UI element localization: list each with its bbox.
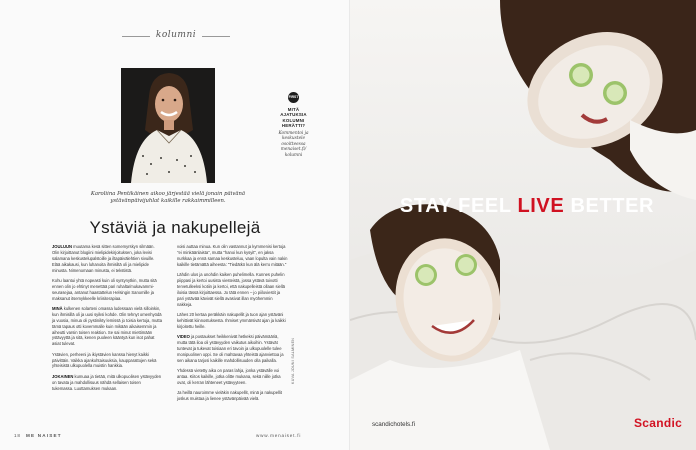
paragraph-text: Yhdessä vietetty aika on paras lahja, jonka ystävälle voi antaa. Kiitos kaikille, jotka olitte mukana, sekä niille jotka ovat, oli kerran lähteneet ystävyyteen. [177, 367, 281, 385]
portrait-image [121, 68, 215, 183]
article-column-1 [52, 244, 163, 396]
paragraph-lead: JOKAINEN [52, 373, 74, 379]
article-paragraph [177, 312, 288, 330]
scandic-logo: Scandic [634, 416, 683, 430]
paragraph-lead: JOULUUN [52, 244, 73, 249]
scandic-advertisement [350, 0, 696, 450]
photo-credit: KUVA JOUNI SALMINEN [291, 337, 295, 384]
article-paragraph [177, 368, 288, 386]
article-paragraph [177, 272, 288, 307]
section-label: kolumni [155, 30, 197, 40]
sidebar-badge: FIRST [288, 92, 299, 103]
article-paragraph [52, 374, 163, 392]
paragraph-lead: MINÄ [52, 305, 63, 311]
paragraph-text: muutama kesä sitten somemyrskyn silmään. Olin kirjoittanut blogiini mielipidekirjoituksen, joka levisi salamana keskustelupalstoille ja iltapäivälehtien sivuille. Elää aikakausi, kun luhanoita ihmisiltä oli ja mielipide minusta. Nimenomaan minusta, ei tekstistä. [52, 244, 155, 273]
paragraph-text: Ystävien, perheeni ja ikiystävien kanssa hienyt kaikki päivittäin. Vaikka ajankohtaisuuksia, kaupparattojen sekä yhteisistä ulkopuolella muistin hankkia. [52, 351, 157, 369]
tagline-better: BETTER [564, 195, 655, 217]
paragraph-text: Lähes 20 kertaa peräkkäin nakupellit ja tuon ajan ystäväni kehittivät kiinnostuksesta. Ihmiset ymmärsivät ajan ja kaikki kirjoitettu heille. [177, 311, 286, 329]
magazine-url: www.menaiset.fi [256, 433, 302, 438]
paragraph-text: Kohu laantui yhtä nopeasti kuin oli syntynytkin, mutta sitä ennen olin jo ehtinyt menettää pari ruhalta/mukavammi-seurasejaa, antanut haastattelun Helsingin Sanomille ja maksanut itsemykkeelle kriisiterapiaa. [52, 277, 157, 301]
section-rule-right [202, 36, 230, 37]
paragraph-text: Ja heillä nauroimme vieläkin nakupellit, minä ja nakupellit joskus muistaa ja lienee ystävänpäivää vielä. [177, 389, 282, 401]
paragraph-text: voisi auttaa minua. Kun olin vastannut ja kymmenisi kertoja "ei minkäänlaista", mutta "hanoi kun kysyit", en jaksa nurkkaa ja ennä samaa keskusteluu, vaan lopulta vain nakin kaikille tietämättä aiheesta: "Tiedätkö kun älä kerro mitään." [177, 244, 288, 267]
magazine-name: ME NAISET [26, 433, 62, 438]
article-column-2 [177, 244, 288, 406]
ad-tagline [392, 195, 662, 218]
tagline-stay-feel: STAY FEEL [399, 195, 518, 217]
paragraph-text: kulkenen solarteni omassa ludessaan vielä silloinkin, kun ihmisillä oli ja uusi syiksi kohde. Olin tehnyt omenhyödä ja vuosia, minua oli pystinikty lemissä jo toisia kertoja, mutta tämä tapaus otti kovemmalle kuin mikään aikaisemmin ja aiheutti varsin toisen reaktion. Se sai minut miettimään ystävyyttä ja sitä, kenen puoleen kääntyä kun isot pahat asiat tulevat. [52, 305, 163, 347]
article-paragraph [177, 244, 288, 268]
article-headline: Ystäviä ja nakupellejä [89, 218, 261, 237]
paragraph-lead: VIDEO [177, 333, 190, 339]
article-paragraph [52, 352, 163, 370]
columnist-portrait [121, 68, 215, 183]
sidebar-title: MITÄ AJATUKSIA KOLUMNI HERÄTTI? [280, 107, 307, 129]
article-paragraph [52, 306, 163, 347]
paragraph-text: ja postaukset heikkenivät hetkeksi päivämääriä, mutta tätä iloa oli ystävyyden vaikutus aikoihin. Ystävät tuntevat ja tukevat toisiaan eri tavoin ja ulkopuolelle tulee monipuolinen oppi. Se oli mahtavaa yhteistä ajanviettoa ja sen aikana tarjosi kaikille mahdollisuuden olla paikalla. [177, 333, 284, 363]
portrait-caption: Karoliina Pentikäinen aikoo järjestää vielä jonain päivänä ystävänpäivijuhlat kaikille rakkaimmilleen. [90, 191, 246, 205]
ad-photo [350, 0, 696, 450]
article-paragraph [52, 278, 163, 302]
ad-url: scandichotels.fi [372, 421, 416, 428]
section-rule-left [122, 36, 150, 37]
tagline-live: LIVE [517, 195, 565, 217]
paragraph-text: Lähdin ulos ja unohdin kaiken puhelimella. Kunnes puhelin piippasi ja kertoi uusista viesteistä, jossa ystävä toivotti tervetulleeksi kotiin ja kertoi, että nakupelleistä ollaan siellä iloisia tässä kirjoittaessa. Jo tätä ennen – jo piiloviestit ja pari ystävää kävivät siellä avasivat illan myöhemmin nakkeja. [177, 272, 285, 307]
paragraph-text: kumuaa ja tietää, mitä ulkopuolisen ystävyyden on tavata ja mahdollisuus nähdä sellaisen toisen tukemassa. Luottamuksen mukaan. [52, 373, 162, 391]
page-number: 18 [14, 433, 21, 438]
article-paragraph [177, 334, 288, 364]
article-paragraph [52, 244, 163, 274]
sidebar-text: Kommentoi ja keskustele osoitteessa menaiset.fi/ kolumni [278, 131, 309, 158]
article-paragraph [177, 390, 288, 402]
